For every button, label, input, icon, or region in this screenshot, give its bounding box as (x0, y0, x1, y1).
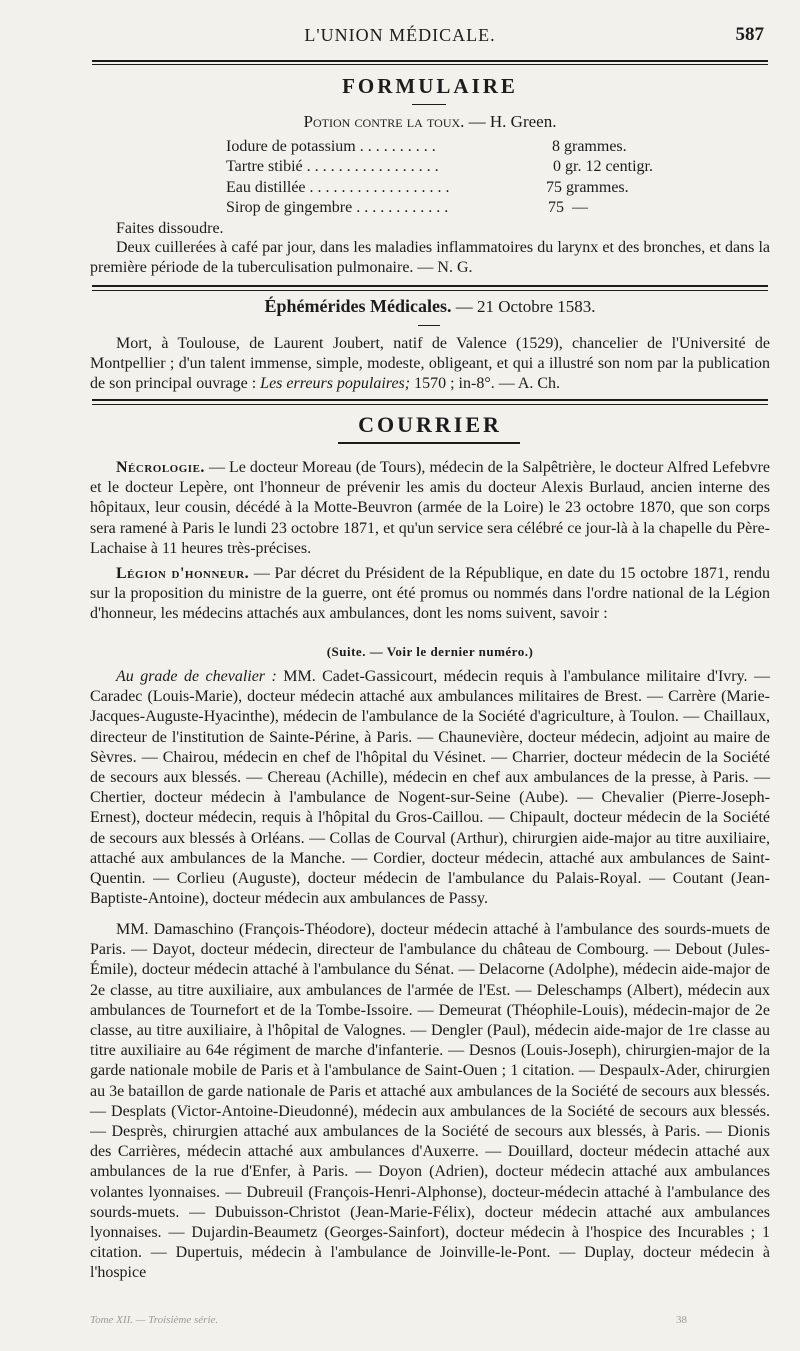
leader-dots: . . . . . . . . . . . . . . . . . (302, 158, 439, 175)
chevalier-paragraph (90, 667, 770, 909)
ingredient-quantity: 8 grammes. (552, 138, 627, 155)
journal-title: L'UNION MÉDICALE. (304, 25, 496, 45)
leader-dots: . . . . . . . . . . . . (352, 199, 449, 216)
legion-lead: Légion d'honneur. (116, 565, 250, 582)
courrier-heading: COURRIER (358, 412, 502, 437)
ingredient-row (226, 179, 450, 197)
page-number: 587 (735, 24, 764, 45)
ingredient-quantity: 75 — (548, 199, 588, 216)
ingredient-name: Eau distillée (226, 179, 306, 196)
ephemerides-text: Mort, à Toulouse, de Laurent Joubert, natif de Valence (1529), chancelier de l'Université de Montpellier ; d'un talent immense, simple, modeste, obligeant, et qui a illustré son nom par la publication de son principal ouvrage : (90, 335, 770, 393)
ingredient-quantity: 0 gr. 12 centigr. (553, 158, 653, 175)
section-rule (92, 399, 768, 401)
ephemerides-paragraph (90, 334, 770, 395)
ingredient-name: Sirop de gingembre (226, 199, 353, 216)
necrologie-paragraph (90, 458, 770, 559)
usage-paragraph: Deux cuillerées à café par jour, dans les maladies inflammatoires du larynx et des bronches, et dans la première période de la tuberculisation pulmonaire. — N. G. (90, 239, 770, 277)
dissolve-instruction: Faites dissoudre. (116, 220, 224, 237)
ephemerides-date: — 21 Octobre 1583. (455, 297, 596, 316)
signature-number: 38 (676, 1314, 687, 1326)
ephemerides-title: Éphémérides Médicales. (264, 296, 452, 316)
ephemerides-rule (418, 325, 440, 326)
running-header (0, 22, 800, 52)
formula-title (90, 112, 770, 132)
ephemerides-tail: 1570 ; in-8°. — A. Ch. (410, 375, 561, 393)
leader-dots: . . . . . . . . . . . . . . . . . . (305, 179, 450, 196)
section-rule (92, 285, 768, 287)
grade-lead: Au grade de chevalier : (116, 668, 277, 685)
courrier-rule (338, 442, 520, 444)
ingredient-name: Tartre stibié (226, 158, 303, 175)
legion-paragraph (90, 564, 770, 625)
header-rule (92, 60, 768, 62)
formulaire-heading-rule (412, 104, 446, 105)
ephemerides-heading (90, 296, 770, 317)
leader-dots: . . . . . . . . . . (355, 138, 436, 155)
formula-name: Potion contre la toux. (303, 112, 465, 131)
suite-note: (Suite. — Voir le dernier numéro.) (326, 644, 534, 659)
ingredient-row (226, 199, 448, 217)
ingredient-name: Iodure de potassium (226, 138, 356, 155)
ingredient-row (226, 158, 439, 176)
mm-paragraph: MM. Damaschino (François-Théodore), docteur médecin attaché à l'ambulance des sourds-muets de Paris. — Dayot, docteur médecin, directeur de l'ambulance du château de Combourg. — Debout (Jules-Émile), docteur médecin attaché à l'ambulance du Sénat. — Delacorne (Adolphe), médecin aide-major de 2e classe, au titre auxiliaire, aux ambulances de l'armée de l'Est. — Deleschamps (Albert), médecin aux ambulances de Tournefort et de la Tombe-Issoire. — Demeurat (Théophile-Louis), médecin-major de 2e classe, au titre auxiliaire, à l'hôpital de Valognes. — Dengler (Paul), médecin aide-major de 1re classe au titre auxiliaire au 64e régiment de marche d'infanterie. — Desnos (Louis-Joseph), chirurgien-major de la garde nationale mobile de Paris et à l'ambulance de Saint-Ouen ; 1 citation. — Despaulx-Ader, chirurgien au 3e bataillon de garde nationale de Paris et attaché aux ambulances de la Société de secours aux blessés. — Desplats (Victor-Antoine-Dieudonné), médecin aux ambulances de la Société de secours aux blessés. — Desprès, chirurgien attaché aux ambulances de la Société de secours aux blessés, à Paris. — Dionis des Carrières, médecin attaché aux ambulances d'Auxerre. — Douillard, docteur médecin attaché aux ambulances de la rue d'Enfer, à Paris. — Doyon (Adrien), docteur médecin attaché aux ambulances volantes lyonnaises. — Dubreuil (François-Henri-Alphonse), docteur-médecin attaché à l'ambulance des sourds-muets. — Dubuisson-Christot (Jean-Marie-Félix), docteur médecin attaché aux ambulances lyonnaises. — Dujardin-Beaumetz (Georges-Sainfort), docteur médecin à l'hospice des Incurables ; 1 citation. — Dupertuis, médecin à l'ambulance de Joinville-le-Pont. — Duplay, docteur médecin à l'hospice (90, 921, 770, 1282)
ingredient-quantity: 75 grammes. (546, 179, 629, 196)
formula-author: — H. Green. (468, 112, 557, 131)
section-rule-thin (92, 290, 768, 291)
book-title: Les erreurs populaires; (260, 375, 411, 393)
grade-text: MM. Cadet-Gassicourt, médecin requis à l'ambulance militaire d'Ivry. — Caradec (Louis-Marie), docteur médecin attaché aux ambulances militaires de Brest. — Carrère (Marie-Jacques-Auguste-Hyacinthe), médecin de l'ambulance de la Société d'agriculture, à Toulon. — Chaillaux, directeur de l'institution de Sainte-Périne, à Paris. — Chaunevière, docteur médecin, adjoint au maire de Sèvres. — Chairou, médecin en chef de l'hôpital du Vésinet. — Charrier, docteur médecin de la Société de secours aux blessés. — Chereau (Achille), médecin en chef aux ambulances de la presse, à Paris. — Chertier, docteur médecin à l'ambulance de Nogent-sur-Seine (Aube). — Chevalier (Pierre-Joseph-Ernest), docteur médecin, requis à l'hôpital du Gros-Caillou. — Chipault, docteur médecin de la Société de secours aux blessés à Orléans. — Collas de Courval (Arthur), chirurgien aide-major au titre auxiliaire, attaché aux ambulances de la Manche. — Cordier, docteur médecin, attaché aux ambulances de Saint-Quentin. — Corlieu (Auguste), docteur médecin de l'ambulance du Palais-Royal. — Coutant (Jean-Baptiste-Antoine), docteur médecin aux ambulances de Passy. (90, 668, 770, 908)
legion-text: — Par décret du Président de la République, en date du 15 octobre 1871, rendu sur la proposition du ministre de la guerre, ont été promus ou nommés dans l'ordre national de la Légion d'honneur, les médecins attachés aux ambulances, dont les noms suivent, savoir : (90, 565, 770, 623)
necrologie-lead: Nécrologie. (116, 459, 205, 476)
header-rule-thin (92, 64, 768, 65)
volume-footer: Tome XII. — Troisième série. (90, 1314, 219, 1326)
formulaire-heading: FORMULAIRE (342, 74, 518, 98)
necrologie-text: — Le docteur Moreau (de Tours), médecin de la Salpêtrière, le docteur Alfred Lefebvre et le docteur Lepère, ont l'honneur de prévenir les amis du docteur Alexis Burlaud, ancien interne des hôpitaux, leur cousin, décédé à la Motte-Beuvron (armée de la Loire) le 23 octobre 1870, que son corps sera ramené à Paris le lundi 23 octobre 1871, et qu'un service sera célébré ce jour-là à la chapelle du Père-Lachaise à 11 heures très-précises. (90, 459, 770, 557)
section-rule-thin (92, 404, 768, 405)
ingredient-row (226, 138, 436, 156)
